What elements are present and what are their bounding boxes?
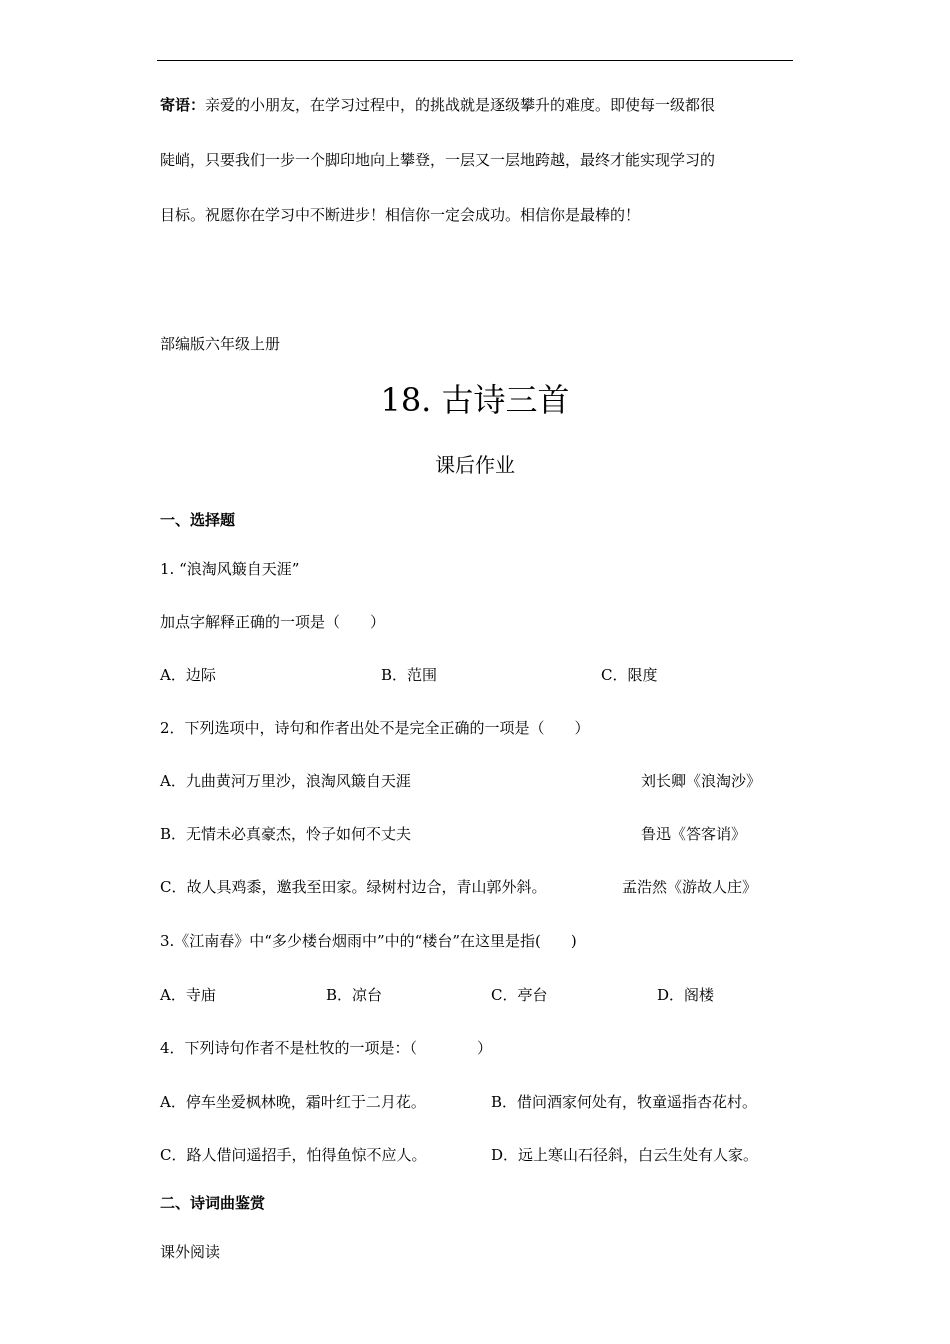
message-line-1 (160, 95, 715, 115)
q3-option-c: C．亭台 (491, 986, 548, 1004)
q4-option-b: B．借问酒家何处有，牧童遥指杏花村。 (491, 1093, 758, 1111)
section-2-subheading: 课外阅读 (160, 1243, 221, 1261)
edition-label: 部编版六年级上册 (160, 335, 281, 353)
q2-option-c: C．故人具鸡黍，邀我至田家。绿树村边合，青山郭外斜。 (160, 878, 547, 896)
page-title: 18. 古诗三首 (380, 381, 570, 419)
q4-option-c: C．路人借问遥招手，怕得鱼惊不应人。 (160, 1146, 427, 1164)
q4-stem: 4．下列诗句作者不是杜牧的一项是：（ ） (160, 1039, 493, 1057)
header-rule (157, 60, 793, 61)
q3-stem: 3.《江南春》中“多少楼台烟雨中”中的“楼台”在这里是指( ) (160, 932, 577, 950)
q4-option-d: D．远上寒山石径斜，白云生处有人家。 (491, 1146, 759, 1164)
q1-prompt: 加点字解释正确的一项是（ ） (160, 613, 386, 631)
q3-option-d: D．阁楼 (657, 986, 715, 1004)
q2-option-a: A．九曲黄河万里沙，浪淘风簸自天涯 (160, 772, 411, 790)
q3-option-b: B．凉台 (326, 986, 383, 1004)
section-1-heading: 一、选择题 (160, 511, 236, 529)
message-line-3: 目标。祝愿你在学习中不断进步！相信你一定会成功。相信你是最棒的！ (160, 206, 641, 224)
q1-option-c: C．限度 (601, 666, 658, 684)
q2-option-c-source: 孟浩然《游故人庄》 (622, 878, 758, 896)
section-2-heading: 二、诗词曲鉴赏 (160, 1194, 266, 1212)
q1-option-b: B．范围 (381, 666, 438, 684)
message-line-2: 陡峭，只要我们一步一个脚印地向上攀登，一层又一层地跨越，最终才能实现学习的 (160, 151, 716, 169)
q2-stem: 2．下列选项中，诗句和作者出处不是完全正确的一项是（ ） (160, 719, 590, 737)
message-text-1: 亲爱的小朋友，在学习过程中，的挑战就是逐级攀升的难度。即使每一级都很 (205, 96, 716, 114)
q2-option-a-source: 刘长卿《浪淘沙》 (641, 772, 762, 790)
q1-stem: 1. “浪淘风簸自天涯” (160, 560, 300, 578)
q4-option-a: A．停车坐爱枫林晚，霜叶红于二月花。 (160, 1093, 426, 1111)
q1-option-a: A．边际 (160, 666, 216, 684)
page-subtitle: 课后作业 (435, 453, 515, 477)
q3-option-a: A．寺庙 (160, 986, 216, 1004)
message-label: 寄语： (160, 96, 206, 114)
q2-option-b: B．无情未必真豪杰，怜子如何不丈夫 (160, 825, 412, 843)
q2-option-b-source: 鲁迅《答客诮》 (641, 825, 747, 843)
